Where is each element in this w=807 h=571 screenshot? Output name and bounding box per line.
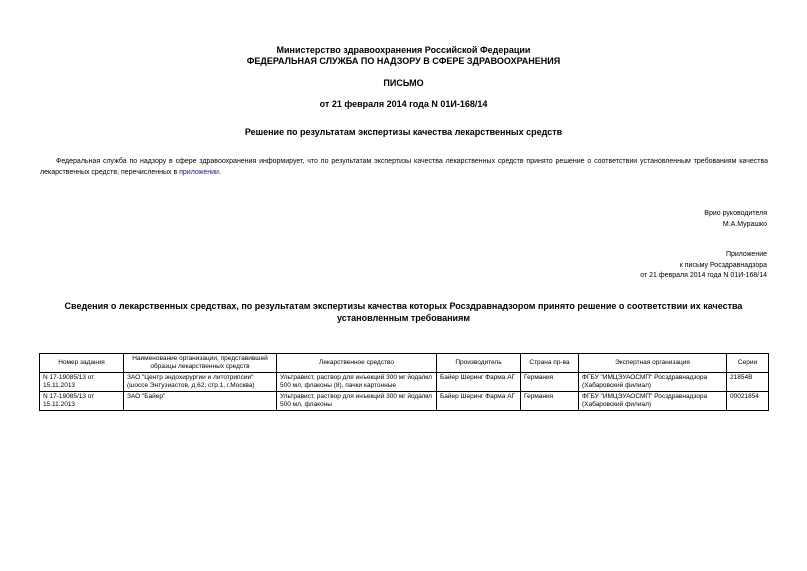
signature-block xyxy=(704,209,767,230)
table-row xyxy=(40,373,769,392)
header-manufacturer: Производитель xyxy=(437,354,521,373)
document-date-number: от 21 февраля 2014 года N 01И-168/14 xyxy=(319,99,488,109)
header-task-number: Номер задания xyxy=(40,354,124,373)
cell-manufacturer: Байер Шеринг Фарма АГ xyxy=(437,392,521,411)
header-country: Страна пр-ва xyxy=(521,354,579,373)
body-paragraph xyxy=(40,156,768,178)
cell-expert-org: ФГБУ "ИМЦЭУАОСМП" Росздравнадзора (Хабаровский филиал) xyxy=(579,392,727,411)
cell-organization: ЗАО "Центр эндохирургии и литотрипсии" (шоссе Энтузиастов, д.62, стр.1, г.Москва) xyxy=(124,373,277,392)
cell-task-number: N 17-19085/13 от 15.11.2013 xyxy=(40,373,124,392)
cell-medicine: Ультравист, раствор для инъекций 300 мг йода/мл 500 мл, флаконы (8), пачки картонные xyxy=(277,373,437,392)
header-medicine: Лекарственное средство xyxy=(277,354,437,373)
signature-position: Врио руководителя xyxy=(704,210,767,217)
header-series: Серии xyxy=(727,354,769,373)
appendix-ref-line3: от 21 февраля 2014 года N 01И-168/14 xyxy=(640,272,767,279)
cell-manufacturer: Байер Шеринг Фарма АГ xyxy=(437,373,521,392)
appendix-link[interactable]: приложении xyxy=(179,169,219,176)
medicines-table xyxy=(39,353,769,411)
cell-series: 21854B xyxy=(727,373,769,392)
cell-medicine: Ультравист, раствор для инъекций 300 мг йода/мл 500 мл, флаконы xyxy=(277,392,437,411)
body-text-end: . xyxy=(218,169,221,176)
service-name: ФЕДЕРАЛЬНАЯ СЛУЖБА ПО НАДЗОРУ В СФЕРЕ ЗДРАВООХРАНЕНИЯ xyxy=(246,56,561,66)
cell-organization: ЗАО "Байер" xyxy=(124,392,277,411)
cell-task-number: N 17-19085/13 от 15.11.2013 xyxy=(40,392,124,411)
cell-series: 00021854 xyxy=(727,392,769,411)
appendix-ref-line1: Приложение xyxy=(725,251,767,258)
cell-country: Германия xyxy=(521,373,579,392)
document-subject: Решение по результатам экспертизы качества лекарственных средств xyxy=(244,127,563,137)
table-row xyxy=(40,392,769,411)
header-organization: Наименование организации, представившей образцы лекарственных средств xyxy=(124,354,277,373)
cell-expert-org: ФГБУ "ИМЦЭУАОСМП" Росздравнадзора (Хабаровский филиал) xyxy=(579,373,727,392)
header-expert-org: Экспертная организация xyxy=(579,354,727,373)
signature-name: М.А.Мурашко xyxy=(722,220,767,228)
cell-country: Германия xyxy=(521,392,579,411)
ministry-name: Министерство здравоохранения Российской Федерации xyxy=(276,45,531,55)
table-header-row xyxy=(40,354,769,373)
appendix-ref-line2: к письму Росздравнадзора xyxy=(679,261,767,269)
appendix-reference xyxy=(640,250,767,282)
body-text: Федеральная служба по надзору в сфере здравоохранения информирует, что по результатам экспертизы качества лекарственных средств принято решение о соответствии установленным требованиям качества лекарственных средств, перечисленных в xyxy=(40,158,768,176)
appendix-title: Сведения о лекарственных средствах, по результатам экспертизы качества которых Росздравнадзором принято решение о соответствии их качества установленным требованиям xyxy=(64,301,743,323)
document-type: ПИСЬМО xyxy=(383,78,424,88)
